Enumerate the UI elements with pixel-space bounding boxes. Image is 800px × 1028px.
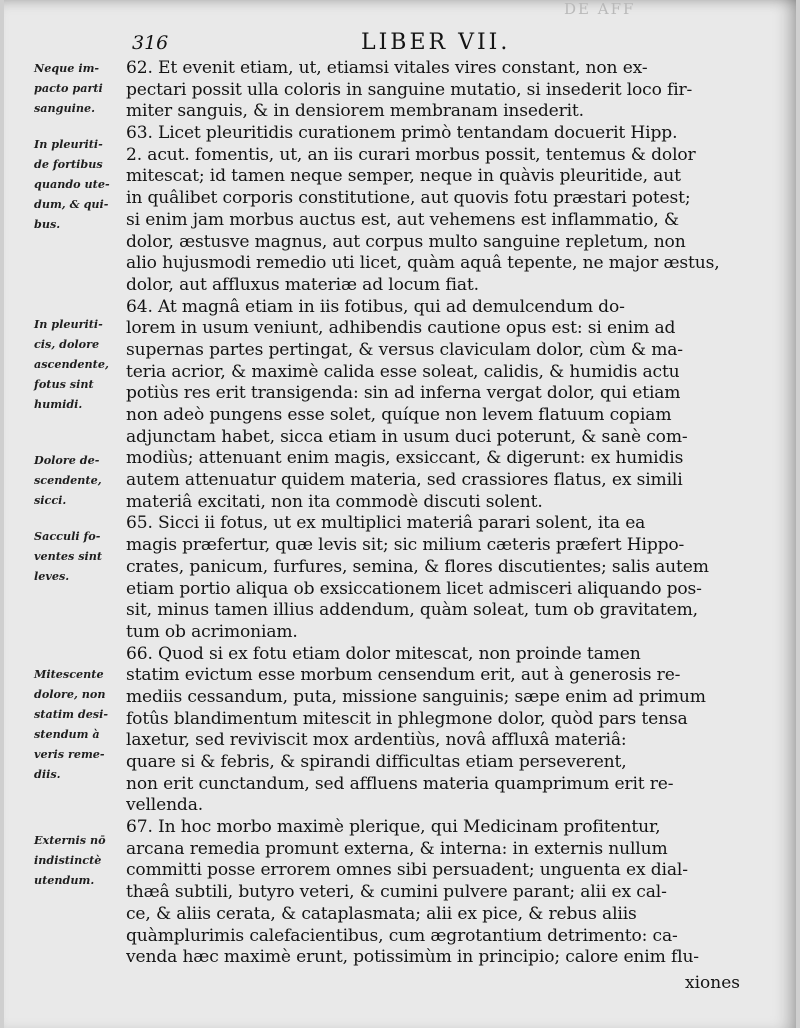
text-line: committi posse errorem omnes sibi persuadent; unguenta ex dial- [126, 860, 688, 881]
catchword: xiones [685, 973, 740, 993]
margin-note-line: sanguine. [34, 101, 96, 115]
margin-note-line: bus. [34, 217, 61, 231]
page-number: 316 [132, 32, 169, 54]
margin-note [34, 526, 134, 586]
book-page [4, 0, 796, 1028]
text-line: 62. Et evenit etiam, ut, etiamsi vitales vires constant, non ex- [126, 58, 648, 78]
text-line: statim evictum esse morbum censendum erit, aut à generosis re- [126, 665, 681, 686]
page-header [4, 30, 796, 60]
text-line: alio hujusmodi remedio uti licet, quàm aquâ tepente, ne major æstus, [126, 253, 720, 274]
text-line: 63. Licet pleuritidis curationem primò tentandam docuerit Hipp. [126, 123, 678, 144]
running-head: LIBER VII. [361, 30, 511, 55]
text-line: autem attenuatur quidem materia, sed crassiores flatus, ex simili [126, 470, 683, 491]
margin-note [34, 830, 134, 890]
margin-note [34, 450, 134, 510]
margin-note-line: diis. [34, 767, 61, 781]
margin-note [34, 664, 134, 784]
margin-note-line: leves. [34, 569, 70, 583]
text-line: quare si & febris, & spirandi difficultas etiam perseverent, [126, 752, 627, 772]
text-line: ce, & aliis cerata, & cataplasmata; alii ex pice, & rebus aliis [126, 903, 637, 924]
margin-note-line: Neque im- [34, 61, 100, 75]
text-line: mitescat; id tamen neque semper, neque in quàvis pleuritide, aut [126, 166, 681, 187]
margin-note-line: Dolore de- [34, 453, 100, 467]
text-line: dolor, æstusve magnus, aut corpus multo sanguine repletum, non [126, 231, 686, 252]
text-line: 65. Sicci ii fotus, ut ex multiplici materiâ parari solent, ita ea [126, 513, 646, 534]
margin-note-line: humidi. [34, 397, 83, 411]
text-line: fotûs blandimentum mitescit in phlegmone dolor, quòd pars tensa [126, 708, 688, 729]
margin-note-line: veris reme- [34, 747, 105, 761]
text-line: potiùs res erit transigenda: sin ad inferna vergat dolor, qui etiam [126, 383, 681, 404]
margin-note-line: sicci. [34, 493, 67, 507]
text-line: vellenda. [126, 795, 204, 816]
text-line: laxetur, sed reviviscit mox ardentiùs, novâ affluxâ materiâ: [126, 730, 627, 751]
margin-note-line: Externis nō [34, 833, 106, 847]
text-line: thæâ subtili, butyro veteri, & cumini pulvere parant; alii ex cal- [126, 882, 667, 903]
text-line: crates, panicum, furfures, semina, & flores discutientes; salis autem [126, 556, 709, 577]
margin-note [34, 58, 134, 118]
text-line: in quâlibet corporis constitutione, aut quovis fotu præstari potest; [126, 188, 691, 209]
text-line: lorem in usum veniunt, adhibendis cautione opus est: si enim ad [126, 318, 676, 339]
text-line: sit, minus tamen illius addendum, quàm soleat, tum ob gravitatem, [126, 600, 698, 621]
margin-note-line: cis, dolore [34, 337, 100, 351]
margin-note-line: de fortibus [34, 157, 103, 171]
margin-note [34, 134, 134, 234]
margin-note-line: statim desi- [34, 707, 108, 721]
margin-note-line: Mitescente [34, 667, 104, 681]
margin-note-line: scendente, [34, 473, 102, 487]
text-line: supernas partes pertingat, & versus claviculam dolor, cùm & ma- [126, 339, 683, 360]
text-line: 64. At magnâ etiam in iis fotibus, qui ad demulcendum do- [126, 296, 625, 317]
text-line: miter sanguis, & in densiorem membranam insederit. [126, 101, 584, 122]
text-line: non adeò pungens esse solet, quíque non levem flatuum copiam [126, 405, 672, 425]
text-line: non erit cunctandum, sed affluens materia quamprimum erit re- [126, 773, 674, 794]
margin-note-line: indistinctè [34, 853, 102, 867]
text-line: arcana remedia promunt externa, & interna: in externis nullum [126, 838, 668, 859]
margin-notes [34, 58, 130, 998]
text-line: materiâ excitati, non ita commodè discuti solent. [126, 491, 543, 512]
text-line: venda hæc maximè erunt, potissimùm in principio; calore enim flu- [126, 947, 699, 968]
text-line: mediis cessandum, puta, missione sanguinis; sæpe enim ad primum [126, 686, 706, 707]
margin-note-line: quando ute- [34, 177, 110, 191]
margin-note-line: ascendente, [34, 357, 109, 371]
text-line: tum ob acrimoniam. [126, 621, 298, 642]
text-line: 66. Quod si ex fotu etiam dolor mitescat, non proinde tamen [126, 643, 641, 664]
margin-note-line: pacto parti [34, 81, 103, 95]
margin-note-line: dum, & qui- [34, 197, 109, 211]
text-line: 67. In hoc morbo maximè plerique, qui Medicinam profitentur, [126, 817, 661, 838]
margin-note-line: fotus sint [34, 377, 94, 391]
text-line: si enim jam morbus auctus est, aut vehemens est inflammatio, & [126, 209, 679, 230]
margin-note-line: In pleuriti- [34, 317, 103, 331]
margin-note-line: Sacculi fo- [34, 529, 101, 543]
body-text [126, 58, 758, 969]
text-line: pectari possit ulla coloris in sanguine mutatio, si insederit loco fir- [126, 79, 693, 100]
text-line: adjunctam habet, sicca etiam in usum duci poterunt, & sanè com- [126, 426, 688, 447]
text-line: magis præfertur, quæ levis sit; sic milium cæteris præfert Hippo- [126, 535, 685, 556]
text-line: modiùs; attenuant enim magis, exsiccant, & digerunt: ex humidis [126, 448, 684, 469]
margin-note [34, 314, 134, 414]
margin-note-line: utendum. [34, 873, 95, 887]
text-line: quàmplurimis calefacientibus, cum ægrotantium detrimento: ca- [126, 925, 678, 946]
text-line: teria acrior, & maximè calida esse soleat, calidis, & humidis actu [126, 361, 680, 382]
margin-note-line: stendum à [34, 727, 100, 741]
text-line: 2. acut. fomentis, ut, an iis curari morbus possit, tentemus & dolor [126, 144, 696, 165]
margin-note-line: dolore, non [34, 687, 106, 701]
text-line: dolor, aut affluxus materiæ ad locum fiat. [126, 274, 479, 295]
bleed-through-text: DE AFF [564, 0, 636, 18]
margin-note-line: In pleuriti- [34, 137, 103, 151]
text-line: etiam portio aliqua ob exsiccationem licet admisceri aliquando pos- [126, 578, 702, 599]
margin-note-line: ventes sint [34, 549, 103, 563]
